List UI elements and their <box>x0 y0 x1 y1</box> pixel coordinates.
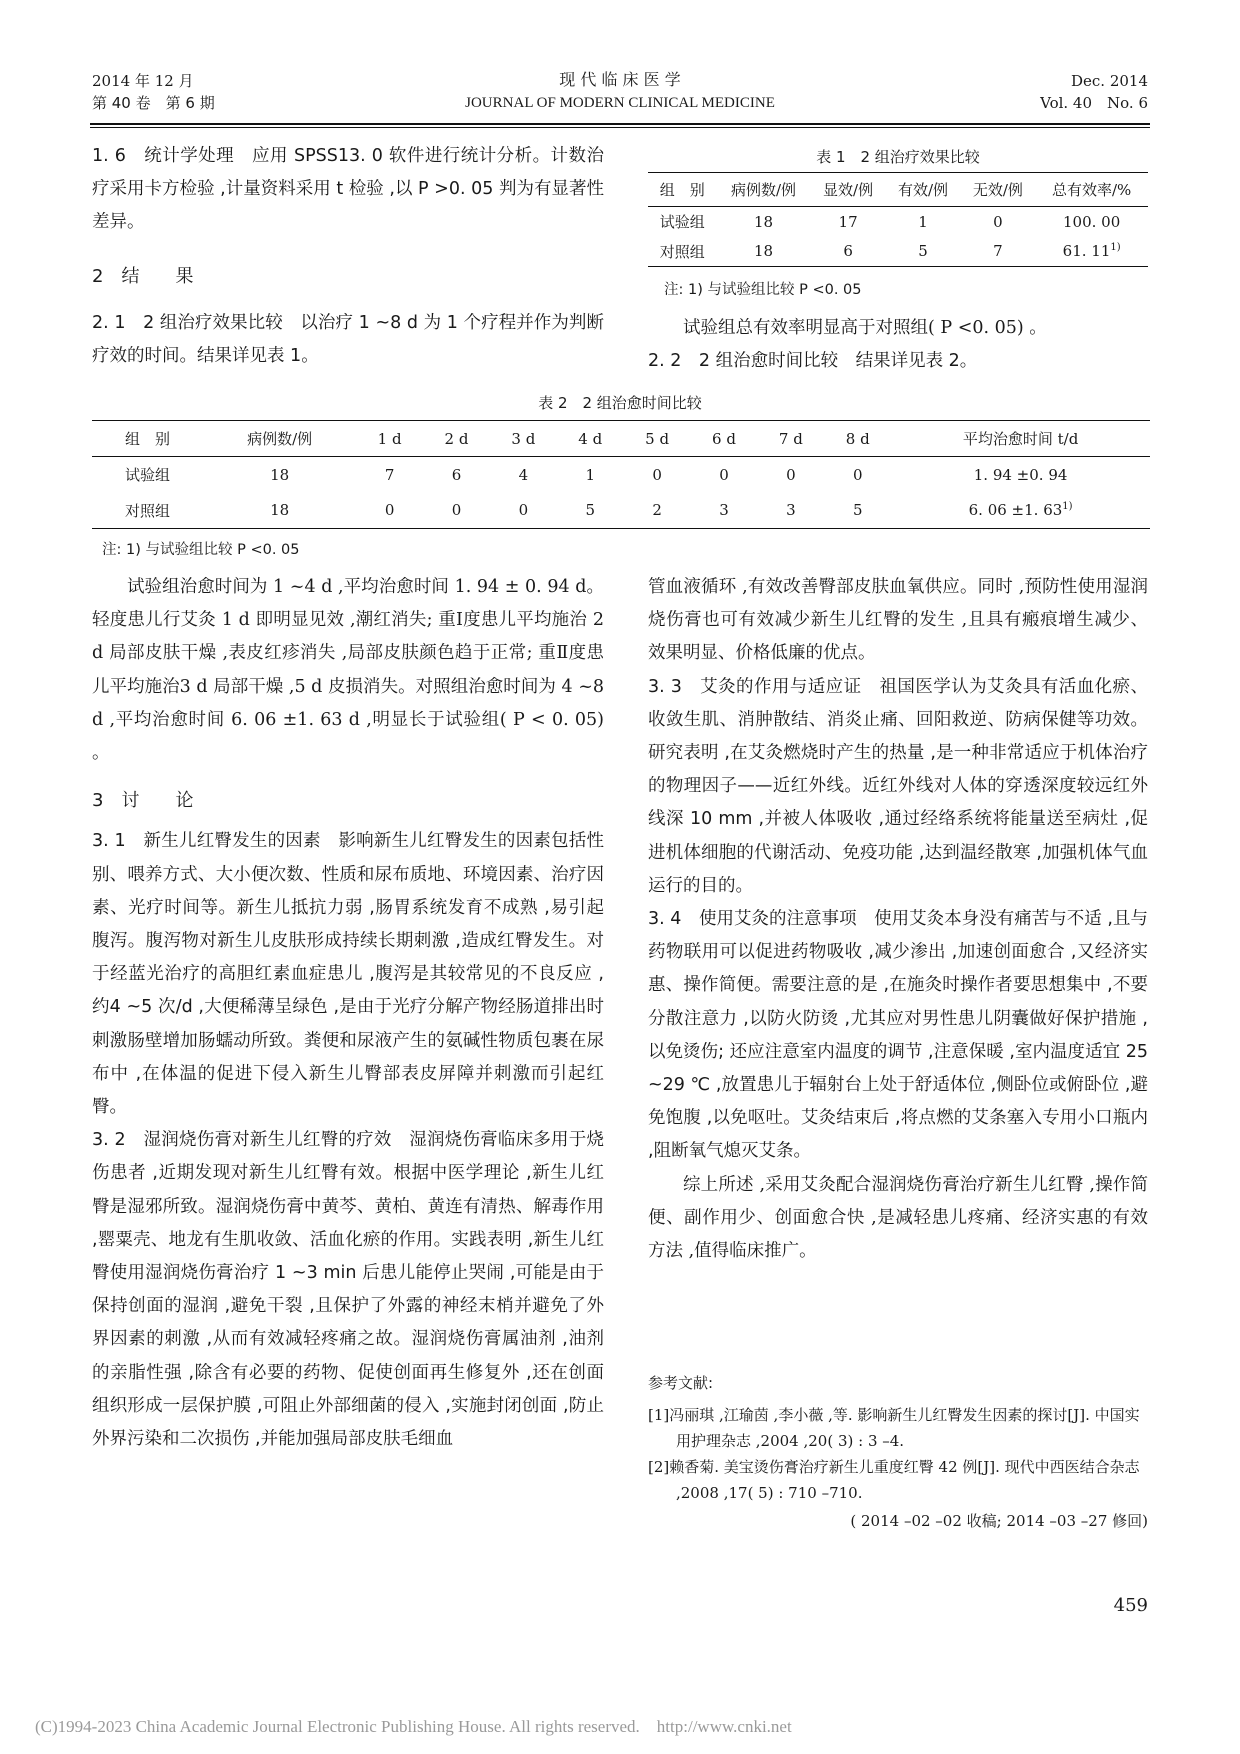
table1-cell: 1 <box>918 212 928 231</box>
left-column-bottom <box>92 571 604 1456</box>
header-journal-en: JOURNAL OF MODERN CLINICAL MEDICINE <box>465 95 775 111</box>
table2-header: 2 d <box>444 429 469 448</box>
paragraph-conclusion: 综上所述 ,采用艾灸配合湿润烧伤膏治疗新生儿红臀 ,操作简便、副作用少、创面愈合快 ,是减轻患儿疼痛、经济实惠的有效方法 ,值得临床推广。 <box>648 1174 1148 1262</box>
table2-cell: 4 <box>518 465 529 484</box>
table1-header: 无效/例 <box>972 181 1023 199</box>
table1-cell-value: 61. 11 <box>1062 242 1111 261</box>
table2-cell: 0 <box>652 465 662 484</box>
table2 <box>92 420 1150 529</box>
reference-item: [1]冯丽琪 ,江瑜茵 ,李小薇 ,等. 影响新生儿红臀发生因素的探讨[J]. 中国实用护理杂志 ,2004 ,20( 3) : 3 –4. <box>648 1406 1140 1450</box>
heading-discussion: 3 讨 论 <box>92 790 194 812</box>
table1-cell: 0 <box>993 212 1003 231</box>
table2-header: 8 d <box>845 429 870 448</box>
section-3-4: 3. 4 使用艾灸的注意事项 使用艾灸本身没有痛苦与不适 ,且与药物联用可以促进药物吸收 ,减少渗出 ,加速创面愈合 ,又经济实惠、操作简便。需要注意的是 ,在施灸时操作者要思想集中 ,不要分散注意力 ,以防火防烫 ,尤其应对男性患儿阴囊做好保护措施 ,以免烫伤; 还应注意室内温度的调节 ,注意保暖 ,室内温度适宜 25 ~29 ℃ ,放置患儿于辐射台上处于舒适体位 ,侧卧位或俯卧位 ,避免饱腹 ,以免呕吐。艾灸结束后 ,将点燃的艾条塞入专用小口瓶内 ,阻断氧气熄灭艾条。 <box>648 909 1166 1162</box>
copyright-footer: (C)1994-2023 China Academic Journal Electronic Publishing House. All rights reserved. http://www.cnki.net <box>35 1717 792 1736</box>
table1-header: 有效/例 <box>897 181 948 199</box>
section-1-6: 1. 6 统计学处理 应用 SPSS13. 0 软件进行统计分析。计数治疗采用卡方检验 ,计量资料采用 t 检验 ,以 P >0. 05 判为有显著性差异。 <box>92 146 604 233</box>
table1 <box>648 172 1148 267</box>
received-dates: ( 2014 –02 –02 收稿; 2014 –03 –27 修回) <box>850 1512 1148 1530</box>
header-volume-cn: 第 40 卷 第 6 期 <box>92 94 215 112</box>
table2-cell: 1 <box>585 465 595 484</box>
table2-cell: 1. 94 ±0. 94 <box>973 465 1068 484</box>
table2-note: 注: 1) 与试验组比较 P <0. 05 <box>102 542 300 558</box>
paragraph-healing-time: 试验组治愈时间为 1 ~4 d ,平均治愈时间 1. 94 ± 0. 94 d。轻度患儿行艾灸 1 d 即明显见效 ,潮红消失; 重Ⅰ度患儿平均施治 2 d 局部皮肤干燥 ,表皮红疹消失 ,局部皮肤颜色趋于正常; 重Ⅱ度患儿平均施治3 d 局部干燥 ,5 d 皮损消失。对照组治愈时间为 4 ~8 d ,平均治愈时间 6. 06 ±1. 63 d ,明显长于试验组( P < 0. 05) 。 <box>92 577 604 764</box>
table2-cell: 5 <box>585 501 595 520</box>
table1-cell: 7 <box>993 242 1003 261</box>
table1-caption: 表 1 2 组治疗效果比较 <box>816 148 980 166</box>
table2-cell-value: 6. 06 ±1. 63 <box>968 501 1063 520</box>
section-2-2: 2. 2 2 组治愈时间比较 结果详见表 2。 <box>648 351 978 372</box>
table2-header: 5 d <box>645 429 670 448</box>
header-date-cn: 2014 年 12 月 <box>92 72 194 90</box>
header-date-en: Dec. 2014 <box>1070 72 1148 90</box>
header-volume-en: Vol. 40 No. 6 <box>1040 94 1148 112</box>
table2-cell: 0 <box>451 501 462 520</box>
table2-header: 平均治愈时间 t/d <box>962 430 1079 448</box>
heading-results: 2 结 果 <box>92 265 194 287</box>
table1-cell: 100. 00 <box>1063 212 1121 231</box>
table1-cell: 18 <box>753 242 774 261</box>
table2-cell: 0 <box>719 465 729 484</box>
page-number: 459 <box>1113 1595 1148 1616</box>
table1-cell <box>1035 237 1148 267</box>
paragraph-continued: 管血液循环 ,有效改善臀部皮肤血氧供应。同时 ,预防性使用湿润烧伤膏也可有效减少新生儿红臀的发生 ,且具有瘢痕增生减少、效果明显、价格低廉的优点。 <box>648 577 1148 664</box>
table1-header: 总有效率/% <box>1052 181 1132 199</box>
table1-row <box>648 207 1148 237</box>
table2-caption: 表 2 2 组治愈时间比较 <box>538 394 702 412</box>
table2-cell: 对照组 <box>125 501 171 520</box>
references-title: 参考文献: <box>648 1374 714 1392</box>
table2-row <box>92 493 1150 529</box>
table1-cell: 17 <box>838 212 858 231</box>
table2-cell: 3 <box>719 501 729 520</box>
table2-header: 3 d <box>511 429 536 448</box>
table1-cell: 18 <box>753 212 774 231</box>
table2-cell: 试验组 <box>125 466 171 485</box>
left-column-top <box>92 140 604 373</box>
table2-cell: 0 <box>786 465 796 484</box>
header-journal-cn: 现 代 临 床 医 学 <box>559 70 681 89</box>
header-rule-thin <box>90 127 1150 128</box>
header-rule <box>90 123 1150 125</box>
paragraph-total-effective: 试验组总有效率明显高于对照组( P <0. 05) 。 <box>683 318 1047 338</box>
table1-cell: 试验组 <box>659 213 705 232</box>
table2-cell: 0 <box>852 465 863 484</box>
table2-cell: 18 <box>270 465 290 484</box>
reference-item: [2]赖香菊. 美宝烫伤膏治疗新生儿重度红臀 42 例[J]. 现代中西医结合杂志 ,2008 ,17( 5) : 710 –710. <box>648 1458 1140 1502</box>
table2-header: 病例数/例 <box>247 430 313 448</box>
table2-cell: 2 <box>652 501 662 520</box>
section-3-3: 3. 3 艾灸的作用与适应证 祖国医学认为艾灸具有活血化瘀、收敛生肌、消肿散结、消炎止痛、回阳救逆、防病保健等功效。研究表明 ,在艾灸燃烧时产生的热量 ,是一种非常适应于机体治疗的物理因子——近红外线。近红外线对人体的穿透深度较远红外线深 10 mm ,并被人体吸收 ,通过经络系统将能量送至病灶 ,促进机体细胞的代谢活动、免疫功能 ,达到温经散寒 ,加强机体气血运行的目的。 <box>648 676 1148 896</box>
table2-cell: 18 <box>270 501 290 520</box>
table2-header: 组 别 <box>125 430 171 448</box>
table2-cell: 3 <box>786 501 796 520</box>
section-3-1: 3. 1 新生儿红臀发生的因素 影响新生儿红臀发生的因素包括性别、喂养方式、大小便次数、性质和尿布质地、环境因素、治疗因素、光疗时间等。新生儿抵抗力弱 ,肠胃系统发育不成熟 ,易引起腹泻。腹泻物对新生儿皮肤形成持续长期刺激 ,造成红臀发生。对于经蓝光治疗的高胆红素血症患儿 ,腹泻是其较常见的不良反应 ,约4 ~5 次/d ,大便稀薄呈绿色 ,是由于光疗分解产物经肠道排出时刺激肠壁增加肠蠕动所致。粪便和尿液产生的氨碱性物质包裹在尿布中 ,在体温的促进下侵入新生儿臀部表皮屏障并刺激而引起红臀。 <box>92 831 604 1118</box>
right-column-bottom <box>648 571 1166 1268</box>
table2-header: 4 d <box>578 429 603 448</box>
table1-header: 显效/例 <box>823 181 874 199</box>
section-2-1: 2. 1 2 组治疗效果比较 以治疗 1 ~8 d 为 1 个疗程并作为判断疗效的时间。结果详见表 1。 <box>92 312 604 367</box>
table2-sup: 1) <box>1062 501 1073 513</box>
table2-cell: 0 <box>518 501 529 520</box>
table1-cell: 对照组 <box>659 242 705 261</box>
table2-cell: 5 <box>852 501 863 520</box>
table2-header: 1 d <box>377 429 402 448</box>
table2-cell: 0 <box>384 501 395 520</box>
table1-header: 组 别 <box>659 181 705 199</box>
right-column-top <box>648 312 1148 378</box>
table1-note: 注: 1) 与试验组比较 P <0. 05 <box>664 282 862 298</box>
table2-cell: 6 <box>451 465 462 484</box>
table2-cell: 7 <box>384 465 395 484</box>
table2-cell <box>891 493 1150 529</box>
table2-header: 7 d <box>778 429 803 448</box>
table2-row <box>92 457 1150 493</box>
table2-header: 6 d <box>712 429 736 448</box>
table1-row <box>648 237 1148 267</box>
section-3-2: 3. 2 湿润烧伤膏对新生儿红臀的疗效 湿润烧伤膏临床多用于烧伤患者 ,近期发现对新生儿红臀有效。根据中医学理论 ,新生儿红臀是湿邪所致。湿润烧伤膏中黄芩、黄柏、黄连有清热、解毒作用 ,罂粟壳、地龙有生肌收敛、活血化瘀的作用。实践表明 ,新生儿红臀使用湿润烧伤膏治疗 1 ~3 min 后患儿能停止哭闹 ,可能是由于保持创面的湿润 ,避免干裂 ,且保护了外露的神经末梢并避免了外界因素的刺激 ,从而有效减轻疼痛之故。湿润烧伤膏属油剂 ,油剂的亲脂性强 ,除含有必要的药物、促使创面再生修复外 ,还在创面组织形成一层保护膜 ,可阻止外部细菌的侵入 ,实施封闭创面 ,防止外界污染和二次损伤 ,并能加强局部皮肤毛细血 <box>92 1130 604 1450</box>
table1-header: 病例数/例 <box>730 181 797 199</box>
table1-cell: 5 <box>918 242 928 261</box>
references <box>648 1370 1148 1534</box>
table1-sup: 1) <box>1110 242 1121 254</box>
table1-cell: 6 <box>843 242 853 261</box>
